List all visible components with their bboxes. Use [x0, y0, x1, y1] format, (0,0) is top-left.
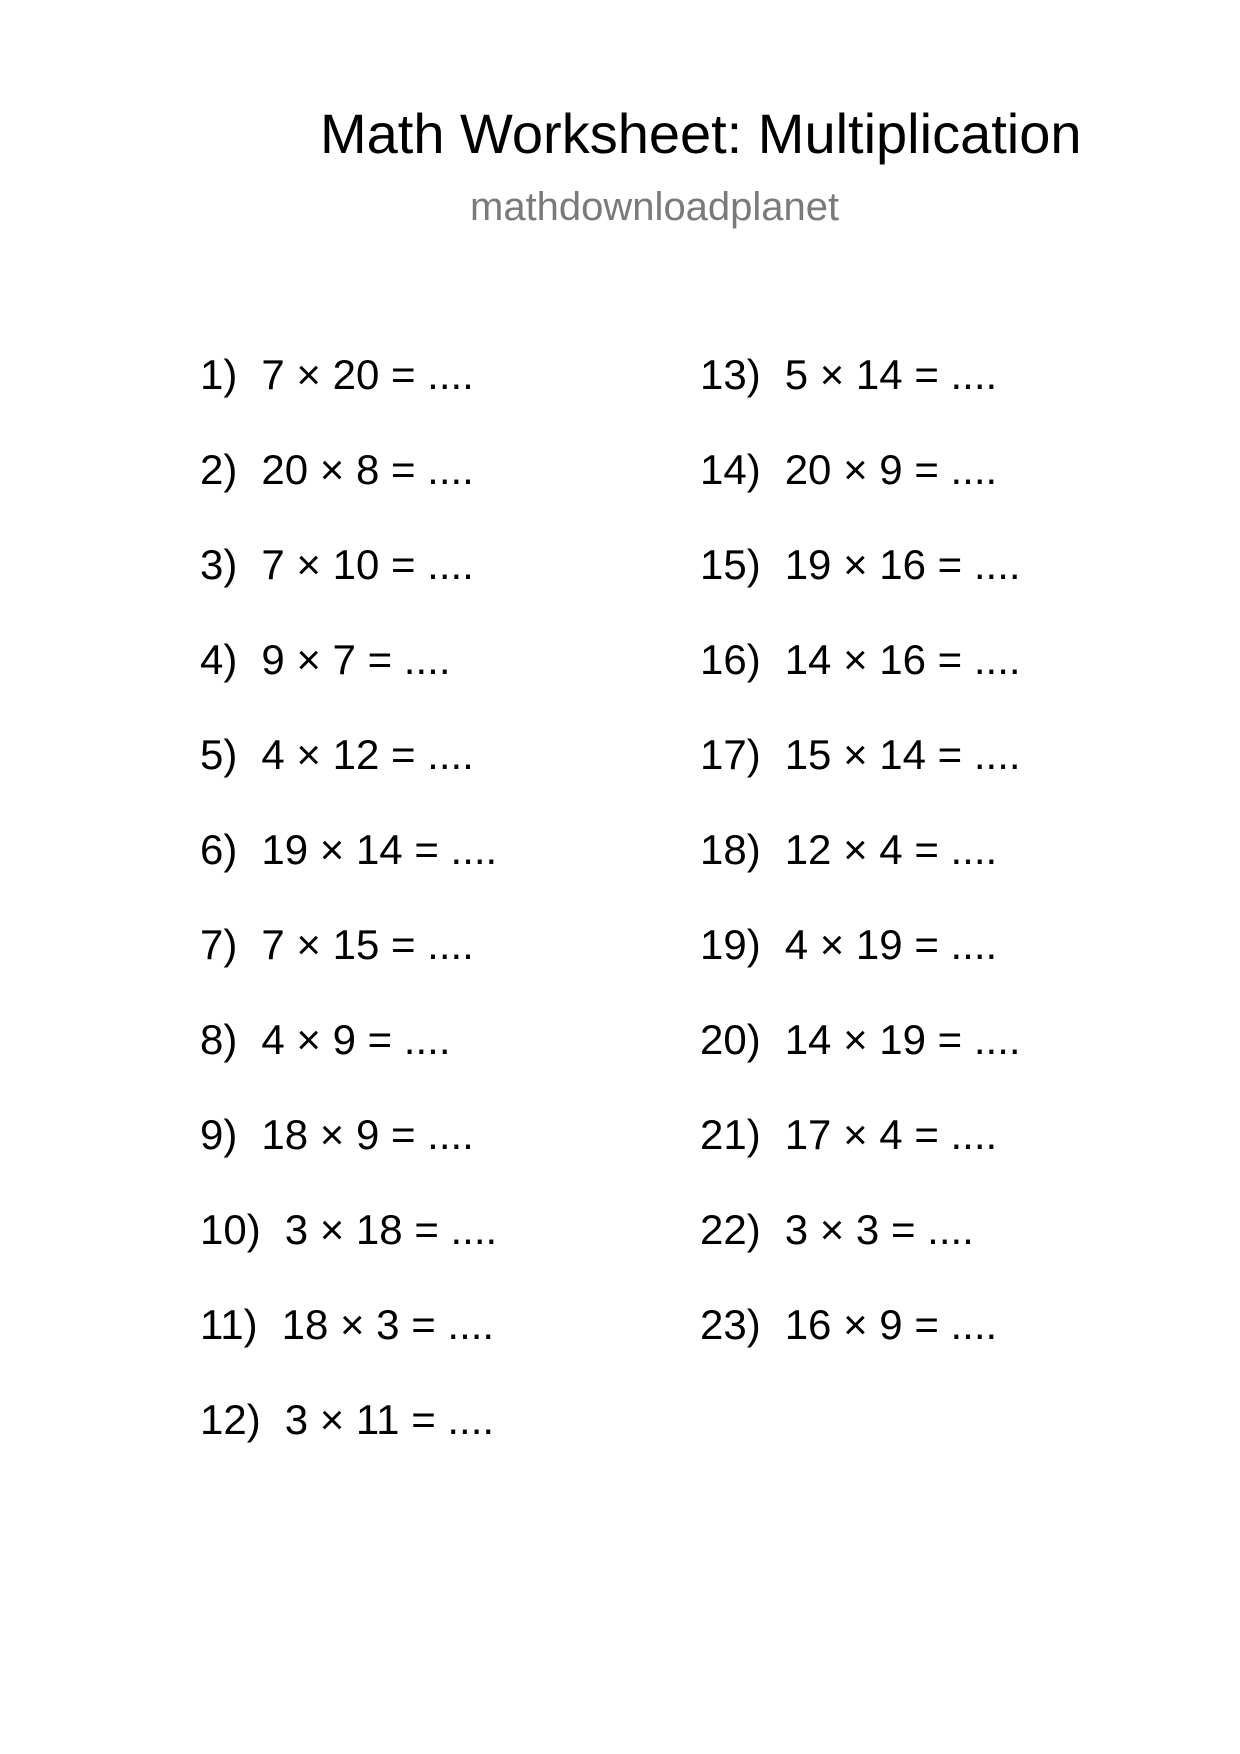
page-title: Math Worksheet: Multiplication — [320, 102, 1082, 165]
problem-expression: 7 × 20 = .... — [261, 351, 474, 398]
problem-number: 14) — [700, 446, 761, 493]
problem-expression: 3 × 11 = .... — [284, 1396, 495, 1443]
problem-item — [700, 445, 1021, 540]
problem-number: 17) — [700, 731, 761, 778]
problem-item — [700, 730, 1021, 825]
problem-expression: 12 × 4 = .... — [784, 826, 998, 873]
problem-item — [200, 1395, 497, 1490]
site-name: mathdownloadplanet — [470, 185, 840, 229]
problem-number: 1) — [200, 351, 238, 398]
problem-item — [200, 1205, 497, 1300]
problem-item — [700, 920, 1021, 1015]
problem-expression: 20 × 9 = .... — [784, 446, 998, 493]
problem-number: 7) — [200, 921, 238, 968]
problem-expression: 18 × 9 = .... — [261, 1111, 474, 1158]
problem-item — [200, 635, 497, 730]
problem-number: 11) — [200, 1301, 258, 1348]
problem-item — [200, 1015, 497, 1110]
problem-column-left — [200, 350, 497, 1490]
problem-expression: 4 × 12 = .... — [261, 731, 474, 778]
problem-number: 3) — [200, 541, 238, 588]
problem-item — [700, 635, 1021, 730]
problem-expression: 20 × 8 = .... — [261, 446, 474, 493]
problem-number: 2) — [200, 446, 238, 493]
problem-number: 10) — [200, 1206, 261, 1253]
problem-number: 6) — [200, 826, 238, 873]
problem-number: 19) — [700, 921, 761, 968]
problem-item — [200, 1300, 497, 1395]
problem-expression: 19 × 14 = .... — [261, 826, 498, 873]
problem-number: 18) — [700, 826, 761, 873]
problem-expression: 4 × 19 = .... — [784, 921, 998, 968]
problem-item — [200, 920, 497, 1015]
problem-item — [700, 1015, 1021, 1110]
problem-expression: 3 × 18 = .... — [284, 1206, 498, 1253]
problem-number: 22) — [700, 1206, 761, 1253]
problem-item — [200, 730, 497, 825]
problem-expression: 9 × 7 = .... — [261, 636, 451, 683]
problem-item — [200, 825, 497, 920]
problem-item — [700, 1110, 1021, 1205]
problem-number: 21) — [700, 1111, 761, 1158]
problem-item — [200, 1110, 497, 1205]
problem-number: 9) — [200, 1111, 238, 1158]
problem-number: 16) — [700, 636, 761, 683]
problem-item — [700, 1205, 1021, 1300]
problem-expression: 5 × 14 = .... — [784, 351, 998, 398]
problem-item — [200, 540, 497, 635]
problem-expression: 14 × 19 = .... — [784, 1016, 1021, 1063]
problem-item — [200, 350, 497, 445]
problem-number: 15) — [700, 541, 761, 588]
problem-number: 4) — [200, 636, 238, 683]
problem-number: 13) — [700, 351, 761, 398]
problem-item — [700, 1300, 1021, 1395]
problem-expression: 7 × 10 = .... — [261, 541, 474, 588]
problem-expression: 19 × 16 = .... — [784, 541, 1021, 588]
problem-expression: 18 × 3 = .... — [281, 1301, 495, 1348]
problem-number: 20) — [700, 1016, 761, 1063]
problem-expression: 16 × 9 = .... — [784, 1301, 998, 1348]
problem-number: 12) — [200, 1396, 261, 1443]
problem-item — [700, 540, 1021, 635]
problem-expression: 15 × 14 = .... — [784, 731, 1021, 778]
problem-expression: 14 × 16 = .... — [784, 636, 1021, 683]
problem-item — [700, 825, 1021, 920]
problem-expression: 3 × 3 = .... — [784, 1206, 974, 1253]
problem-expression: 4 × 9 = .... — [261, 1016, 451, 1063]
problem-column-right — [700, 350, 1021, 1395]
problem-number: 5) — [200, 731, 238, 778]
problem-item — [700, 350, 1021, 445]
problem-expression: 17 × 4 = .... — [784, 1111, 998, 1158]
problem-expression: 7 × 15 = .... — [261, 921, 474, 968]
problem-number: 8) — [200, 1016, 238, 1063]
problem-number: 23) — [700, 1301, 761, 1348]
problem-item — [200, 445, 497, 540]
